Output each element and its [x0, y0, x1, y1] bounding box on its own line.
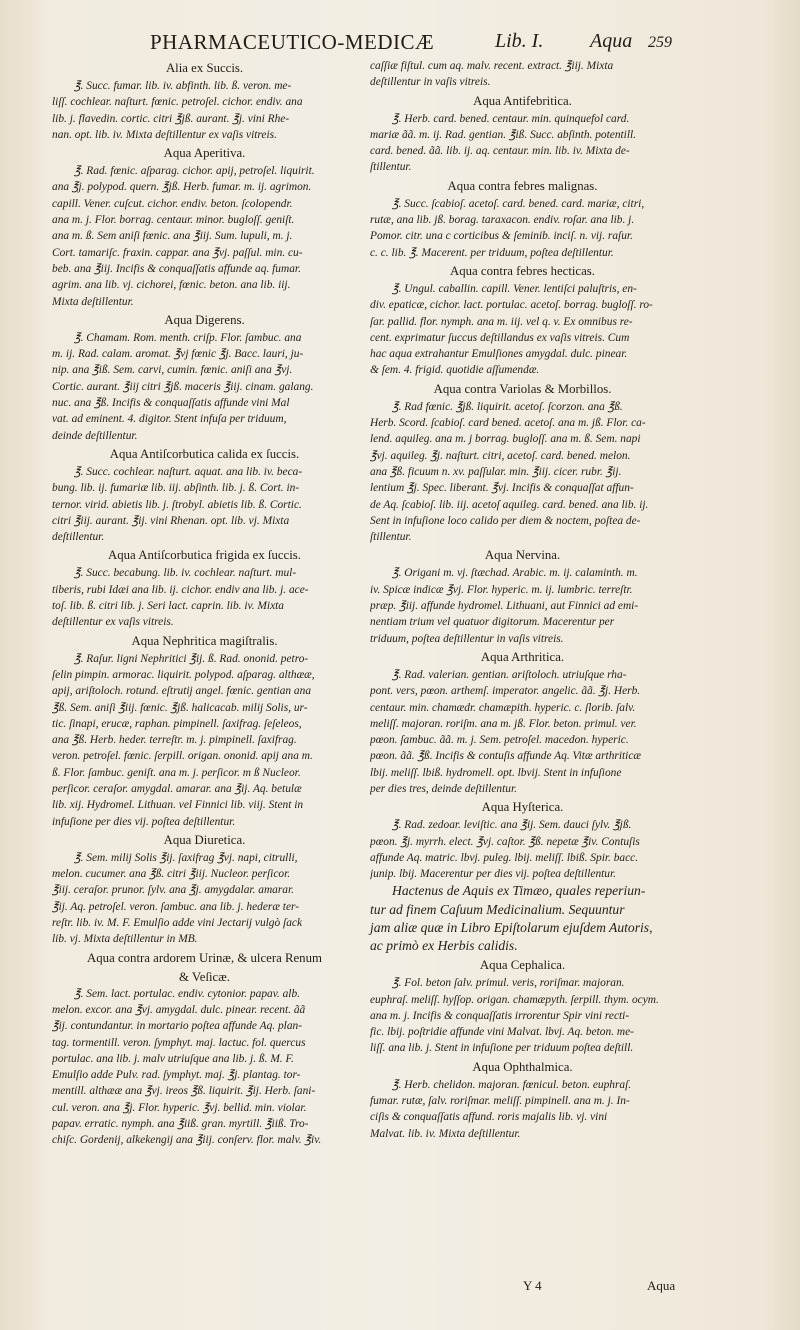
recipe-heading: Aqua contra Variolas & Morbillos. [433, 381, 612, 396]
text-line: ℥. Raſur. ligni Nephritici ℥ij. ß. Rad. ononid. petro- [74, 652, 309, 665]
text-line: ana m. j. Incifis & conquaſſatis irrorentur Spir vini recti- [370, 1009, 630, 1022]
right-column [370, 58, 675, 1142]
recipe-section [370, 58, 675, 91]
text-line: ciſis & conquaſſatis affund. roris majalis lib. vj. vini [370, 1111, 608, 1124]
text-line: ℥. Rad. fœnic. aſparag. cichor. apij, petroſel. liquirit. [74, 165, 315, 178]
recipe-heading: Alia ex Succis. [165, 61, 244, 75]
text-line: vat. ad eminent. 4. digitor. Stent infuſa per triduum, [52, 413, 287, 426]
text-line: ℥. Succ. cochlear. naſturt. aquat. ana lib. iv. beca- [74, 465, 303, 478]
text-line: ℥vj. aquileg. ℥j. naſturt. citri, acetoſ. card. bened. melon. [370, 449, 631, 462]
recipe-section [370, 379, 675, 546]
text-line: ℥iij. ceraſor. prunor. ſylv. ana ℥j. amygdalar. amarar. [52, 884, 295, 897]
text-line: ℥. Succ. fumar. lib. iv. abfinth. lib. ß. veron. me- [74, 80, 292, 92]
text-line: c. c. lib. ℥. Macerent. per triduum, poſtea deſtillentur. [370, 246, 614, 259]
text-line: m. ij. Rad. calam. aromat. ℥vj fœnic ℥j. Bacc. lauri, ju- [52, 348, 304, 361]
text-line: ſar. pallid. flor. nymph. ana m. iij. vel q. v. Ex omnibus re- [370, 315, 633, 328]
recipe-section [52, 948, 357, 1149]
text-line: deſtillentur. [52, 531, 105, 544]
text-line: Sent in infuſione loco calido per diem & noctem, poſtea de- [370, 514, 641, 527]
text-line: meliſſ. majoran. roriſm. ana m. jß. Flor. beton. primul. ver. [370, 717, 637, 730]
recipe-section [370, 545, 675, 646]
signature-mark: Y 4 [523, 1278, 542, 1293]
text-line: Cortic. aurant. ℥iij citri ℥jß. maceris ℥iij. cinam. galang. [52, 380, 314, 393]
text-line: liſſ. cochlear. naſturt. fœnic. petroſel. cichor. endiv. ana [52, 96, 303, 109]
text-line: ℥. Herb. card. bened. centaur. min. quinquefol card. [392, 112, 630, 125]
text-line: fic. lbij. poſtridie affunde vini Malvat. lbvj. Aq. beton. me- [370, 1026, 634, 1039]
catchword: Aqua [647, 1278, 676, 1293]
page-number: 259 [648, 34, 672, 51]
text-line: mentill. althææ ana ℥vj. ireos ℥ß. liquirit. ℥ij. Herb. ſani- [52, 1085, 316, 1098]
text-line: ℥. Fol. beton ſalv. primul. veris, roriſmar. majoran. [392, 977, 625, 990]
text-line: pœon. ℥j. myrrh. elect. ℥vj. caſtor. ℥ß. nepetæ ℥iv. Contuſis [370, 835, 640, 848]
text-line: reſtr. lib. iv. M. F. Emulſio adde vini Jectarij vulgò ſack [52, 917, 303, 930]
text-line: iv. Spicæ indicæ ℥vj. Flor. hyperic. m. ij. lumbric. terreſtr. [370, 583, 633, 596]
text-line: apij, ariſtoloch. rotund. eſtrutij angel. fœnic. gentian ana [52, 685, 312, 698]
text-line: lib. xij. Hydromel. Lithuan. vel Finnici lib. viij. Stent in [52, 799, 304, 812]
running-header [150, 30, 690, 58]
text-line: ß. Flor. ſambuc. geniſt. ana m. j. perſicor. m ß Nucleor. [52, 766, 301, 779]
text-line: euphraſ. meliſſ. hyſſop. origan. chamæpyth. ſerpill. thym. ocym. [370, 993, 659, 1006]
text-line: rutæ, ana lib. jß. borag. taraxacon. endiv. roſar. ana lib. j. [370, 214, 635, 227]
text-line: mariæ ãã. m. ij. Rad. gentian. ℥iß. Succ. abſinth. potentill. [370, 128, 637, 141]
recipe-heading: Aqua Antiſcorbutica calida ex ſuccis. [109, 446, 300, 461]
recipe-heading: Aqua Nervina. [484, 548, 561, 563]
left-column [52, 58, 357, 1149]
text-line: ℥. Sem. lact. portulac. endiv. cytonior. papav. alb. [74, 987, 301, 1000]
text-line: ana ℥ß. Herb. heder. terreſtr. m. j. pimpinell. ſaxifrag. [52, 734, 297, 747]
text-line: Emulſio adde Pulv. rad. ſymphyt. maj. ℥j. plantag. tor- [52, 1069, 301, 1082]
recipe-heading: Aqua contra febres malignas. [447, 178, 598, 193]
text-line: caſſiæ fiſtul. cum aq. malv. recent. extract. ℥iij. Mixta [370, 60, 614, 72]
text-line: triduum, poſtea deſtillentur in vaſis vitreis. [370, 632, 564, 645]
recipe-section [370, 955, 675, 1056]
text-line: pœon. ãã. ℥ß. Incifis & contuſis affunde Aq. Vitæ arthriticæ [370, 750, 641, 763]
text-line: ℥ij. Aq. petroſel. veron. ſambuc. ana lib. j. hederæ ter- [52, 900, 299, 913]
text-line: ſtillentur. [370, 531, 412, 544]
text-line: Malvat. lib. iv. Mixta deſtillentur. [370, 1127, 521, 1140]
text-line: lbij. meliſſ. lbiß. hydromell. opt. lbvij. Stent in infuſione [370, 766, 622, 779]
text-line: affunde Aq. matric. lbvj. puleg. lbij. meliſſ. lbiß. Spir. bacc. [370, 851, 639, 864]
recipe-section [52, 58, 357, 143]
recipe-section [52, 310, 357, 444]
closing-paragraph [370, 882, 675, 955]
text-line: Mixta deſtillentur. [52, 295, 134, 308]
recipe-heading: Aqua contra ardorem Urinæ, & ulcera Renum [87, 950, 322, 965]
recipe-heading: Aqua Aperitiva. [163, 146, 246, 161]
text-line: portulac. ana lib. j. malv utriuſque ana lib. j. ß. M. F. [52, 1052, 294, 1065]
text-line: perſicor. ceraſor. amygdal. amarar. ana ℥ij. Aq. betulæ [52, 782, 302, 795]
text-line: tic. ſinapi, erucæ, raphan. pimpinell. ſaxifrag. ſeſeleos, [52, 717, 302, 730]
text-line: beb. ana ℥iij. Incifis & conquaſſatis affunde aq. fumar. [52, 262, 301, 275]
text-line: ana ℥ß. ficuum n. xv. paſſular. min. ℥iij. cicer. rubr. ℥ij. [370, 465, 622, 478]
text-line: lend. aquileg. ana m. j borrag. bugloſſ. ana m. ß. Sem. napi [370, 433, 641, 446]
recipe-heading: Aqua Antiſcorbutica frigida ex ſuccis. [108, 548, 301, 563]
text-line: nentiam trium vel quatuor digitorum. Macerentur per [370, 616, 615, 629]
recipe-heading: Aqua Antifebritica. [473, 93, 572, 108]
recipe-section [370, 647, 675, 797]
book-number: Lib. I. [495, 30, 544, 52]
text-line: ternor. virid. abietis lib. j. ſtrobyl. abietis lib. ß. Cortic. [52, 498, 302, 511]
closing-line: tur ad finem Caſuum Medicinalium. Sequuntur [370, 901, 625, 917]
text-line: ℥. Succ. becabung. lib. iv. cochlear. naſturt. mul- [74, 567, 297, 580]
text-line: ana m. j. Flor. borrag. centaur. minor. bugloſſ. geniſt. [52, 214, 295, 227]
text-line: junip. lbij. Macerentur per dies vij. poſtea deſtillentur. [370, 868, 617, 881]
recipe-heading: Aqua Nephritica magiſtralis. [131, 633, 278, 648]
text-line: ℥. Chamam. Rom. menth. criſp. Flor. ſambuc. ana [74, 331, 302, 344]
recipe-section [370, 797, 675, 882]
text-line: per dies tres, deinde deſtillentur. [370, 782, 517, 795]
recipe-section [370, 176, 675, 261]
text-line: ℥. Sem. milij Solis ℥ij. ſaxifrag ℥vj. napi, citrulli, [74, 851, 298, 864]
recipe-section [370, 261, 675, 379]
text-line: ſtillentur. [370, 161, 412, 174]
text-line: nip. ana ℥iß. Sem. carvi, cumin. fœnic. aniſi ana ℥vj. [52, 364, 293, 377]
recipe-heading: Aqua Diuretica. [163, 832, 246, 847]
text-line: ℥. Rad. valerian. gentian. ariſtoloch. utriuſque rha- [392, 668, 627, 681]
recipe-heading: Aqua Arthritica. [480, 649, 565, 664]
text-line: card. bened. ãã. lib. ij. aq. centaur. min. lib. iv. Mixta de- [370, 145, 630, 158]
text-line: ℥. Origani m. vj. ſtæchad. Arabic. m. ij. calaminth. m. [392, 567, 638, 580]
recipe-section [52, 830, 357, 948]
text-line: lentium ℥j. Spec. liberant. ℥vj. Incifis & conquaſſat affun- [370, 482, 634, 495]
text-line: Cort. tamariſc. fraxin. cappar. ana ℥vj. paſſul. min. cu- [52, 246, 303, 259]
text-line: tiberis, rubi Idæi ana lib. ij. cichor. endiv ana lib. j. ace- [52, 583, 309, 596]
text-line: nuc. ana ℥ß. Incifis & conquaſſatis affunde vini Mal [52, 397, 290, 410]
text-line: ℥. Succ. ſcabioſ. acetoſ. card. bened. card. mariæ, citri, [392, 197, 645, 210]
text-line: Herb. Scord. ſcabioſ. card bened. acetoſ. ana m. jß. Flor. ca- [370, 417, 646, 430]
text-line: ℥. Herb. chelidon. majoran. fœnicul. beton. euphraſ. [392, 1078, 632, 1091]
text-line: de Aq. ſcabioſ. lib. iij. acetoſ aquileg. card. bened. ana lib. ij. [370, 498, 649, 511]
recipe-section [52, 444, 357, 545]
text-line: toſ. lib. ß. citri lib. j. Seri lact. caprin. lib. iv. Mixta [52, 600, 285, 613]
text-line: pœon. ſambuc. ãã. m. j. Sem. petroſel. macedon. hyperic. [370, 734, 629, 747]
closing-line: jam aliæ quæ in Libro Epiſtolarum ejuſdem Autoris, [370, 919, 653, 935]
text-line: pont. vers, pœon. arthemſ. imperator. angelic. ãã. ℥j. Herb. [370, 685, 641, 698]
recipe-section [370, 91, 675, 176]
text-line: & ſem. 4. frigid. quotidie aſſumendæ. [370, 364, 540, 377]
text-line: agrim. ana lib. vj. cichorei, fœnic. beton. ana lib. iij. [52, 279, 291, 292]
recipe-heading: Aqua Ophthalmica. [472, 1059, 573, 1074]
text-line: ana m. ß. Sem aniſi fœnic. ana ℥iij. Sum. lupuli, m. j. [52, 230, 293, 243]
text-line: ℥. Ungul. caballin. capill. Vener. lentiſci paluſtris, en- [392, 282, 637, 295]
text-line: infuſione per dies vij. poſtea deſtillentur. [52, 815, 236, 828]
text-line: melon. excor. ana ℥vj. amygdal. dulc. pinear. recent. ãã [52, 1003, 306, 1016]
text-line: deinde deſtillentur. [52, 429, 138, 442]
recipe-section [52, 545, 357, 630]
text-line: chiſc. Gordenij, alkekengij ana ℥iij. conſerv. flor. malv. ℥iv. [52, 1134, 322, 1147]
closing-line: Hactenus de Aquis ex Timæo, quales reperiun- [392, 883, 646, 899]
text-line: cent. exprimatur ſuccus deſtillandus ex vaſis vitreis. Cum [370, 331, 630, 344]
text-line: veron. petroſel. fœnic. ſerpill. origan. ononid. apij ana m. [52, 750, 313, 763]
recipe-heading: Aqua Digerens. [164, 312, 245, 327]
text-line: lib. vj. Mixta deſtillentur in MB. [52, 933, 198, 946]
text-line: citri ℥iij. aurant. ℥ij. vini Rhenan. opt. lib. vj. Mixta [52, 514, 290, 527]
text-line: ſelin pimpin. armorac. liquirit. polypod. aſparag. althææ, [52, 668, 315, 681]
text-line: papav. erratic. nymph. ana ℥iiß. gran. myrtill. ℥iiß. Tro- [52, 1118, 309, 1131]
text-line: ℥ij. contundantur. in mortario poſtea affunde Aq. plan- [52, 1020, 302, 1033]
text-line: tag. tormentill. veron. ſymphyt. maj. lactuc. fol. quercus [52, 1036, 306, 1049]
text-line: ℥ß. Sem. aniſi ℥iij. fœnic. ℥jß. halicacab. milij Solis, ur- [52, 701, 308, 714]
recipe-heading-continued: & Veſicæ. [179, 969, 230, 984]
text-line: lib. j. flavedin. cortic. citri ℥jß. aurant. ℥j. vini Rhe- [52, 112, 290, 125]
running-head-word: Aqua [590, 30, 633, 52]
recipe-heading: Aqua contra febres hecticas. [450, 263, 595, 278]
text-line: div. epaticæ, cichor. lact. portulac. acetoſ. borrag. bugloſſ. ro- [370, 299, 653, 312]
recipe-section [52, 143, 357, 310]
text-line: Pomor. citr. una c corticibus & ſeminib. inciſ. n. vij. raſur. [370, 230, 633, 243]
recipe-heading: Aqua Hyſterica. [481, 800, 564, 815]
text-line: deſtillentur in vaſis vitreis. [370, 76, 491, 89]
text-line: ℥. Rad fœnic. ℥jß. liquirit. acetoſ. ſcorzon. ana ℥ß. [392, 400, 623, 413]
running-title: PHARMACEUTICO-MEDICÆ [150, 30, 435, 54]
closing-line: ac primò ex Herbis calidis. [370, 938, 518, 954]
text-line: deſtillentur ex vaſis vitreis. [52, 616, 174, 629]
recipe-section [370, 1057, 675, 1142]
text-line: fumar. rutæ, ſalv. roriſmar. meliſſ. pimpinell. ana m. j. In- [370, 1095, 630, 1107]
text-line: melon. cucumer. ana ℥ß. citri ℥iij. Nucleor. perſicor. [52, 868, 291, 881]
recipe-heading: Aqua Cephalica. [479, 958, 566, 973]
text-line: capill. Vener. cuſcut. cichor. endiv. beton. ſcolopendr. [52, 197, 293, 210]
recipe-section [52, 631, 357, 830]
text-line: centaur. min. chamædr. chamæpith. hyperic. c. ſlorib. ſalv. [370, 701, 636, 714]
text-line: ℥. Rad. zedoar. leviſtic. ana ℥ij. Sem. dauci ſylv. ℥jß. [392, 819, 632, 832]
text-line: præp. ℥iij. affunde hydromel. Lithuani, aut Finnici ad emi- [370, 600, 639, 613]
text-line: nan. opt. lib. iv. Mixta deſtillentur ex vaſis vitreis. [52, 128, 277, 141]
text-line: bung. lib. ij. fumariæ lib. iij. abſinth. lib. j. ß. Cort. in- [52, 482, 300, 495]
text-line: cul. veron. ana ℥j. Flor. hyperic. ℥vj. bellid. min. violar. [52, 1101, 307, 1114]
text-line: ana ℥j. polypod. quern. ℥jß. Herb. fumar. m. ij. agrimon. [52, 181, 312, 194]
text-line: hac aqua extrahantur Emulſiones amygdal. dulc. pinear. [370, 348, 628, 361]
text-line: liſſ. ana lib. j. Stent in infuſione per triduum poſtea deſtill. [370, 1042, 634, 1055]
